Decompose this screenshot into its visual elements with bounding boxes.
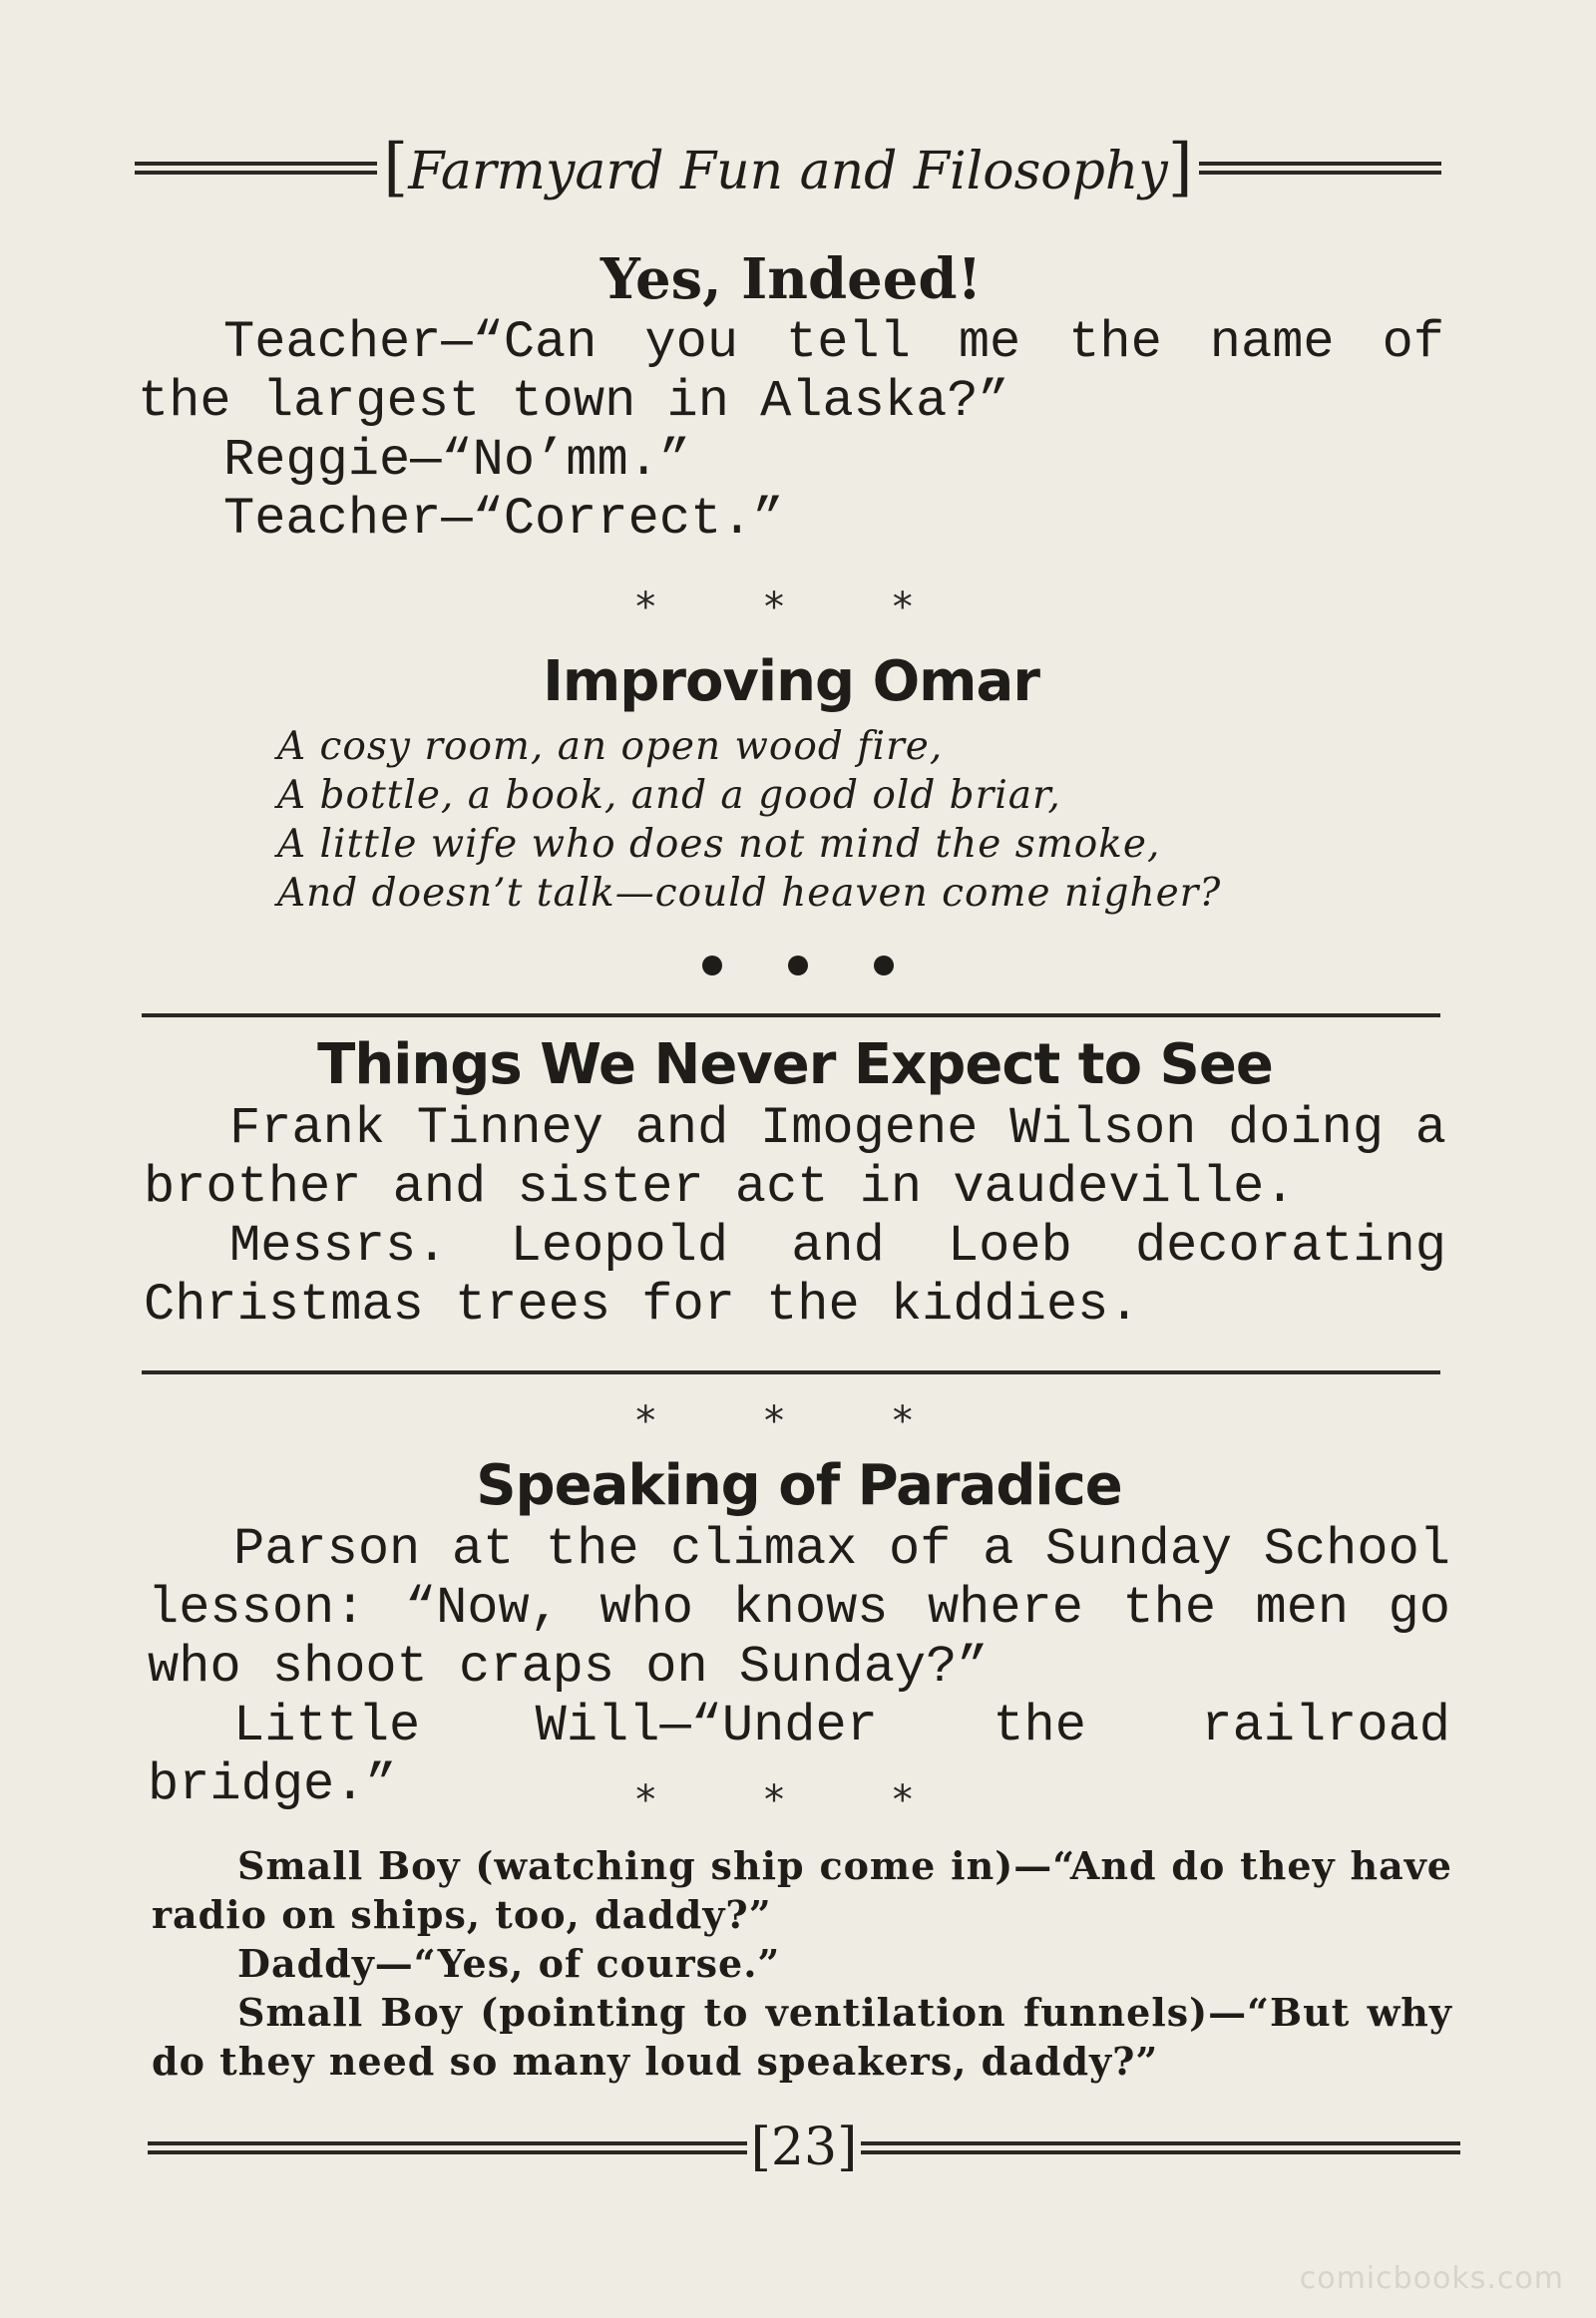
footer-rule-right: [861, 2141, 1460, 2154]
paragraph: Small Boy (watching ship come in)—“And do they have radio on ships, too, daddy?”: [152, 1843, 1452, 1937]
separator-dots: [0, 956, 1596, 979]
section-title: Things We Never Expect to See: [317, 1032, 1273, 1097]
joke-speaking-of-paradice: [148, 1454, 1450, 1814]
poem-title: Improving Omar: [543, 649, 1039, 714]
joke-line: Teacher—“Correct.”: [223, 490, 784, 550]
paragraph: Messrs. Leopold and Loeb decorating Christmas trees for the kiddies.: [144, 1217, 1446, 1336]
header-rule-left: [135, 162, 377, 175]
poem-improving-omar: [138, 650, 1444, 918]
watermark: comicbooks.com: [1299, 2261, 1564, 2296]
paragraph: Parson at the climax of a Sunday School lesson: “Now, who knows where the men go who shoot craps on Sunday?”: [148, 1520, 1450, 1698]
header-title-text: Farmyard Fun and Filosophy: [408, 142, 1168, 201]
paragraph: Daddy—“Yes, of course.”: [237, 1941, 781, 1986]
paragraph: Small Boy (pointing to ventilation funnels)—“But why do they need so many loud speakers, daddy?”: [152, 1990, 1452, 2084]
poem-line: A little wife who does not mind the smoke,: [277, 822, 1161, 868]
page-number: [23]: [750, 2118, 858, 2177]
section-rule-top: [142, 1013, 1440, 1017]
page-footer: [148, 2113, 1460, 2182]
poem-line: A cosy room, an open wood fire,: [277, 724, 944, 770]
joke-small-boy: [152, 1841, 1452, 2086]
poem-line: And doesn’t talk—could heaven come nigher?: [277, 871, 1222, 917]
header-rule-right: [1199, 162, 1441, 175]
paragraph: Little Will—“Under the railroad bridge.”: [148, 1697, 1450, 1815]
separator-stars: * * *: [635, 1777, 961, 1823]
dot: [702, 956, 722, 975]
joke-line: Teacher—“Can you tell me the name of the largest town in Alaska?”: [138, 313, 1444, 432]
running-header: [135, 128, 1441, 207]
header-bracket-close: ]: [1167, 131, 1193, 204]
joke-yes-indeed: [138, 247, 1444, 549]
poem-body: [138, 722, 1444, 918]
dot: [788, 956, 808, 975]
section-rule-bottom: [142, 1370, 1440, 1374]
joke-title: Yes, Indeed!: [599, 246, 983, 312]
joke-title: Speaking of Paradice: [476, 1453, 1122, 1518]
separator-stars: * * *: [635, 584, 961, 630]
header-bracket-open: [: [383, 131, 409, 204]
section-things-never-expect: [144, 1033, 1446, 1335]
header-title: [377, 131, 1198, 204]
dot: [874, 956, 894, 975]
joke-line: Reggie—“No’mm.”: [223, 431, 691, 491]
poem-line: A bottle, a book, and a good old briar,: [277, 773, 1061, 819]
paragraph: Frank Tinney and Imogene Wilson doing a brother and sister act in vaudeville.: [144, 1099, 1446, 1218]
footer-rule-left: [148, 2141, 747, 2154]
separator-stars: * * *: [635, 1398, 961, 1444]
